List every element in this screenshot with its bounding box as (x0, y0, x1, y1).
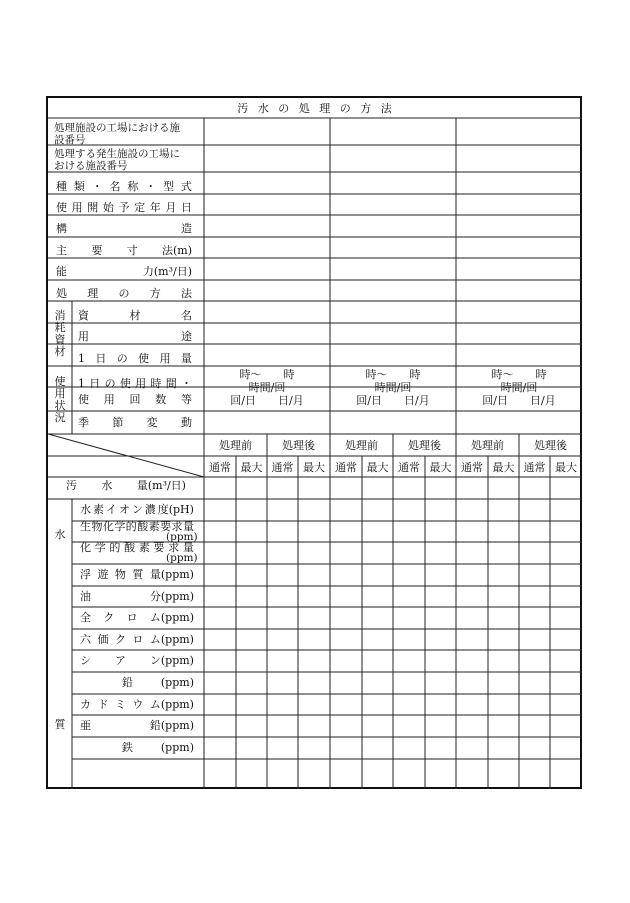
header-after-treatment: 処理後 (408, 439, 441, 452)
usage-entry-line-2-3: 回/日 日/月 (356, 394, 430, 407)
usage-entry-line-2-1: 時〜 時 (365, 368, 421, 381)
header-normal: 通常 (461, 461, 483, 474)
header-max: 最大 (240, 461, 263, 474)
header-before-treatment: 処理前 (345, 439, 378, 452)
quality-item-label: 亜 鉛(ppm) (80, 719, 194, 733)
label-facility-number-2: 設番号 (54, 134, 86, 146)
header-normal: 通常 (398, 461, 420, 474)
label-dimensions: 主 要 寸 法(m) (56, 244, 192, 257)
usage-entry-line-1-1: 時〜 時 (239, 368, 295, 381)
header-before-treatment: 処理前 (471, 439, 504, 452)
label-source-facility-number-1: 処理する発生施設の工場に (54, 148, 180, 160)
usage-entry-line-1-3: 回/日 日/月 (230, 394, 304, 407)
usage-entry-line-2-2: 時間/回 (374, 381, 412, 394)
label-consumables-group: 消耗資材 (54, 309, 66, 358)
quality-item-label: 六 価 ク ロ ム(ppm) (80, 632, 194, 646)
label-treatment-method: 処 理 の 方 法 (56, 287, 192, 300)
label-capacity: 能 力(m³/日) (56, 265, 192, 278)
header-normal: 通常 (335, 461, 357, 474)
label-usage-status-group: 使用状況 (54, 375, 66, 424)
label-water-quality-top: 水 (54, 528, 66, 541)
quality-item-label: 化 学 的 酸 素 要 求 量 (80, 541, 194, 555)
quality-item-label: 生 物 化 学 的 酸 素 要 求 量 (80, 519, 194, 533)
header-after-treatment: 処理後 (534, 439, 567, 452)
quality-item-unit: (ppm) (166, 552, 198, 565)
header-normal: 通常 (523, 461, 546, 474)
quality-item-label: 鉛 (ppm) (121, 676, 194, 690)
pollution-treatment-form (46, 96, 582, 789)
header-before-treatment: 処理前 (219, 439, 252, 452)
usage-entry-line-3-1: 時〜 時 (491, 368, 547, 381)
label-type-name-model: 種 類 ・ 名 称 ・ 型 式 (56, 180, 192, 193)
header-normal: 通常 (271, 461, 294, 474)
label-facility-number-1: 処理施設の工場における施 (54, 122, 180, 134)
label-daily-hours: 1 日 の 使 用 時 間 ・ (78, 377, 192, 390)
header-max: 最大 (303, 461, 325, 474)
usage-entry-line-3-3: 回/日 日/月 (482, 394, 556, 407)
label-seasonal-change: 季 節 変 動 (78, 416, 192, 429)
header-max: 最大 (366, 461, 389, 474)
header-normal: 通常 (209, 461, 231, 474)
quality-item-label: カ ド ミ ウ ム(ppm) (80, 697, 194, 711)
label-usage-count: 使 用 回 数 等 (78, 393, 192, 406)
usage-entry-line-1-2: 時間/回 (248, 381, 286, 394)
usage-entry-line-3-2: 時間/回 (500, 381, 538, 394)
header-max: 最大 (492, 461, 515, 474)
quality-item-label: 浮 遊 物 質 量(ppm) (80, 567, 194, 581)
label-start-date: 使 用 開 始 予 定 年 月 日 (56, 201, 192, 214)
label-material-name: 資 材 名 (78, 309, 192, 322)
header-max: 最大 (555, 461, 577, 474)
label-source-facility-number-2: おける施設番号 (54, 160, 128, 172)
quality-item-label: 全 ク ロ ム(ppm) (80, 611, 194, 625)
quality-item-label: 油 分(ppm) (80, 589, 194, 603)
quality-item-label: シ ア ン(ppm) (80, 654, 194, 668)
header-max: 最大 (429, 461, 452, 474)
quality-item-unit: (ppm) (166, 530, 198, 543)
label-daily-amount: 1 日 の 使 用 量 (78, 352, 192, 365)
label-wastewater-volume: 汚 水 量(m³/日) (66, 479, 186, 492)
form-title: 汚 水 の 処 理 の 方 法 (237, 102, 395, 115)
header-after-treatment: 処理後 (282, 439, 315, 452)
label-usage: 用 途 (78, 330, 192, 343)
label-water-quality-bottom: 質 (54, 718, 66, 731)
label-structure: 構 造 (56, 222, 192, 235)
quality-item-label: 鉄 (ppm) (121, 740, 194, 754)
quality-item-label: 水 素 イ オ ン 濃 度(pH) (80, 503, 194, 516)
